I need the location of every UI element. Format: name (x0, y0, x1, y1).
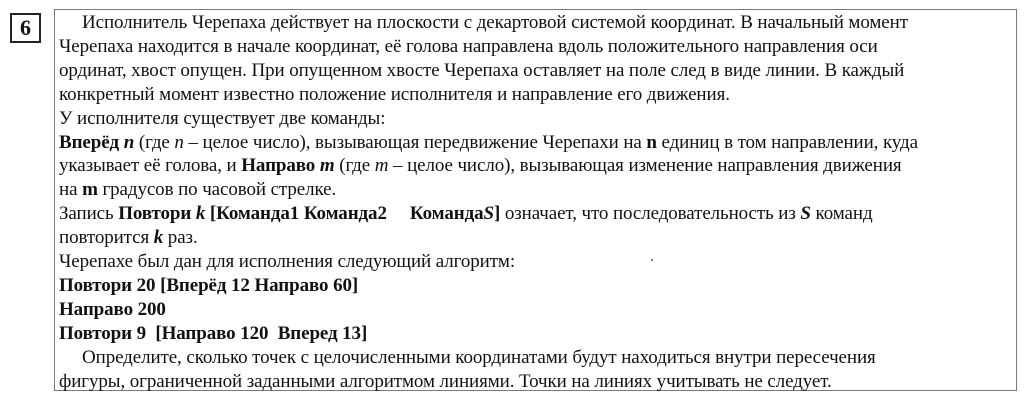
algorithm-intro: Черепахе был дан для исполнения следующий алгоритм: (59, 251, 516, 273)
algorithm-line-2 (59, 298, 1009, 322)
right-text5: градусов по часовой стрелке. (97, 179, 337, 201)
paragraph1-line3: ординат, хвост опущен. При опущенном хвосте Черепаха оставляет на поле след в виде линии. В каждый (59, 59, 905, 81)
forward-var-n3: n (646, 131, 657, 153)
repeat-explanation-line2 (59, 226, 1009, 250)
forward-command-line (59, 131, 1009, 155)
repeat-var-k: k (195, 203, 206, 225)
repeat-var-k2: k (153, 227, 164, 249)
algorithm-line-1 (59, 274, 1009, 298)
algorithm-text-1: Повтори 20 [Вперёд 12 Направо 60] (59, 274, 359, 296)
repeat-var-s2: S (800, 203, 811, 225)
right-command-line (59, 154, 1009, 178)
forward-command-name: Вперёд (59, 131, 120, 153)
repeat-var-s: S (483, 203, 494, 225)
right-text2: (где (334, 155, 375, 177)
repeat-word: Повтори (118, 203, 192, 225)
repeat-bracket-close: ] (493, 203, 501, 225)
forward-text1: (где (134, 131, 175, 153)
right-text1: указывает её голова, и (59, 155, 242, 177)
task-body (59, 11, 1009, 394)
commands-intro: У исполнителя существует две команды: (59, 107, 386, 129)
right-text4: на (59, 179, 83, 201)
repeat-bracket-open: [Команда1 Команда2 (205, 203, 387, 225)
repeat-text3: команд (810, 203, 873, 225)
repeat-text5: раз. (163, 227, 198, 249)
task-number: 6 (10, 13, 41, 43)
algorithm-line-3 (59, 322, 1009, 346)
repeat-explanation-line1 (59, 202, 1009, 226)
repeat-last-command: Команда (409, 203, 484, 225)
stray-dot (651, 259, 653, 261)
right-text3: – целое число), вызывающая изменение направления движения (388, 155, 902, 177)
right-var-m: m (319, 155, 335, 177)
forward-var-n: n (123, 131, 135, 153)
algorithm-text-2: Направо 200 (59, 298, 166, 320)
algorithm-text-3: Повтори 9 [Направо 120 Вперед 13] (59, 322, 368, 344)
paragraph1-line2: Черепаха находится в начале координат, её голова направлена вдоль положительного направления оси (59, 35, 878, 57)
repeat-text2: означает, что последовательность из (500, 203, 801, 225)
paragraph1-line4: конкретный момент известно положение исполнителя и направление его движения. (59, 83, 730, 105)
repeat-text4: повторится (59, 227, 154, 249)
repeat-text1: Запись (59, 203, 119, 225)
right-command-line2 (59, 178, 1009, 202)
right-command-name: Направо (241, 155, 316, 177)
paragraph1-line1: Исполнитель Черепаха действует на плоскости с декартовой системой координат. В начальный момент (82, 12, 908, 33)
question-line1: Определите, сколько точек с целочисленными координатами будут находиться внутри пересечения (82, 346, 876, 368)
right-var-m3: m (82, 179, 98, 201)
forward-text2: – целое число), вызывающая передвижение Черепахи на (183, 131, 647, 153)
right-var-m2: m (374, 155, 389, 177)
question-line2: фигуры, ограниченной заданными алгоритмом линиями. Точки на линиях учитывать не следует. (59, 370, 832, 392)
forward-var-n2: n (174, 131, 184, 153)
forward-text3: единиц в том направлении, куда (656, 131, 918, 153)
